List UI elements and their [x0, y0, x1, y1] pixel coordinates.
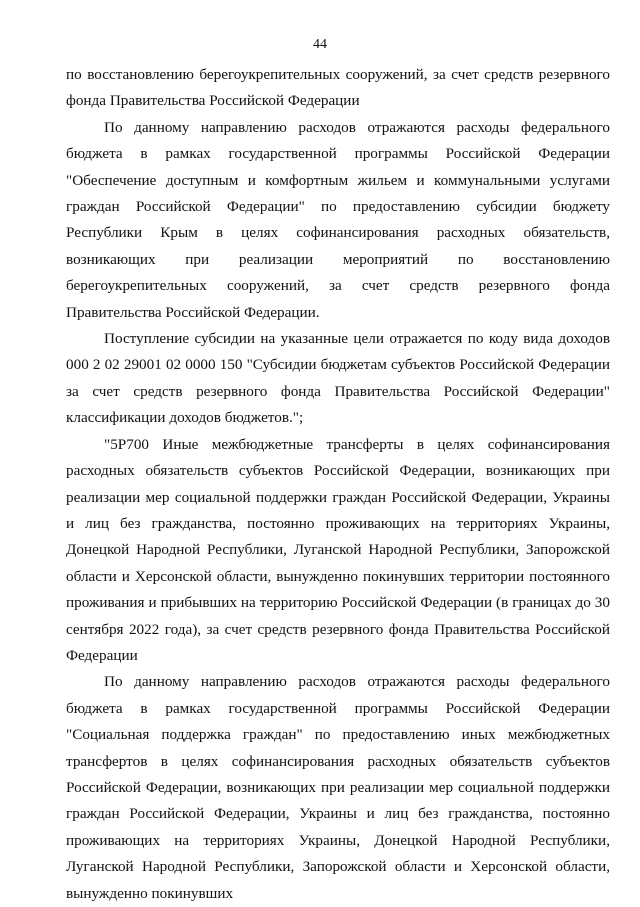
paragraph-expenses-description: По данному направлению расходов отражаются расходы федерального бюджета в рамках государственной программы Российской Федерации "Обеспечение доступным и комфортным жильем и коммунальными услугами граждан Российской Федерации" по предоставлению субсидии бюджету Республики Крым в целях софинансирования расходных обязательств, возникающих при реализации мероприятий по восстановлению берегоукрепительных сооружений, за счет средств резервного фонда Правительства Российской Федерации. — [66, 118, 610, 321]
document-body — [66, 62, 610, 907]
paragraph-social-support-expenses: По данному направлению расходов отражаются расходы федерального бюджета в рамках государственной программы Российской Федерации "Социальная поддержка граждан" по предоставлению иных межбюджетных трансфертов в целях софинансирования расходных обязательств субъектов Российской Федерации, возникающих при реализации мер социальной поддержки граждан Российской Федерации, Украины и лиц без гражданства, постоянно проживающих на территориях Украины, Донецкой Народной Республики, Луганской Народной Республики, Запорожской области и Херсонской области, вынужденно покинувших — [66, 673, 610, 902]
paragraph-continuation: по восстановлению берегоукрепительных сооружений, за счет средств резервного фонда Правительства Российской Федерации — [66, 66, 610, 110]
page-number: 44 — [313, 37, 327, 52]
paragraph-subsidy-income-code: Поступление субсидии на указанные цели отражается по коду вида доходов 000 2 02 29001 02 0000 150 "Субсидии бюджетам субъектов Российской Федерации за счет средств резервного фонда Правительства Российской Федерации" классификации доходов бюджетов."; — [66, 330, 610, 427]
paragraph-5p700-transfers: "5Р700 Иные межбюджетные трансферты в целях софинансирования расходных обязательств субъектов Российской Федерации, возникающих при реализации мер социальной поддержки граждан Российской Федерации, Украины и лиц без гражданства, постоянно проживающих на территориях Украины, Донецкой Народной Республики, Луганской Народной Республики, Запорожской области и Херсонской области, вынужденно покинувших территории постоянного проживания и прибывших на территорию Российской Федерации (в границах до 30 сентября 2022 года), за счет средств резервного фонда Правительства Российской Федерации — [66, 435, 610, 664]
